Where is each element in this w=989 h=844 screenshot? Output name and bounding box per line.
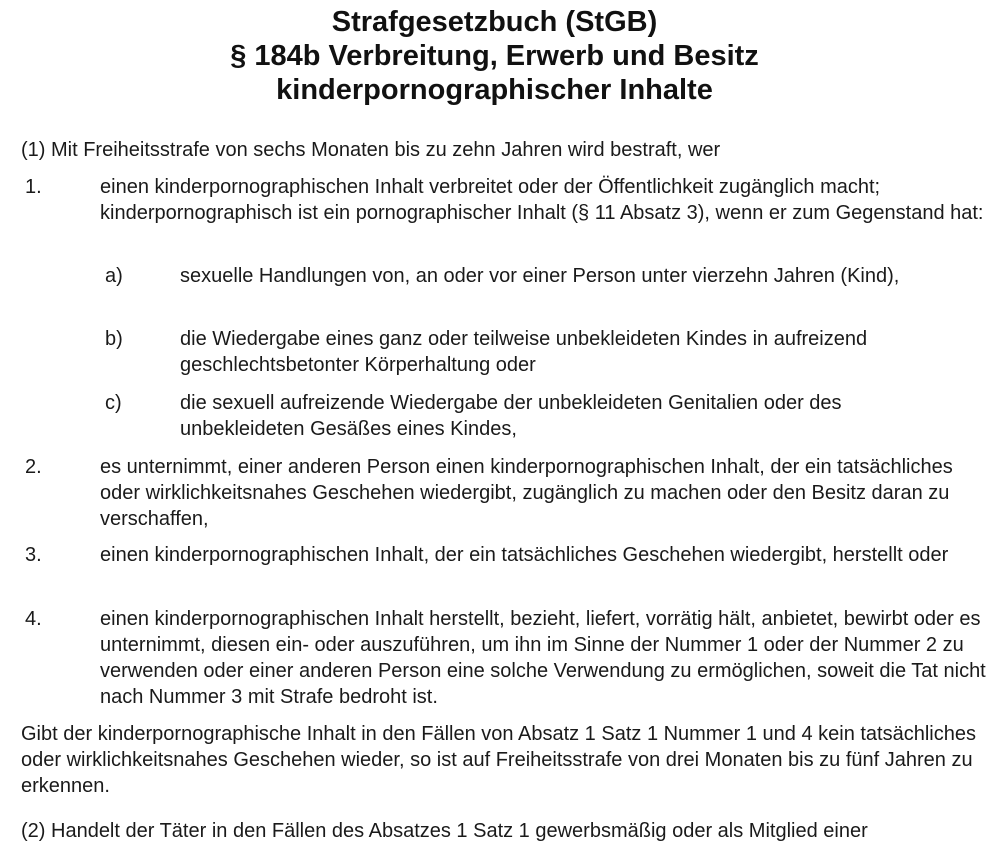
title-line-3: kinderpornographischer Inhalte — [276, 74, 713, 106]
sub-item-text: die sexuell aufreizende Wiedergabe der unbekleideten Genitalien oder des unbekleideten Gesäßes eines Kindes, — [180, 392, 842, 440]
sub-item-label: c) — [105, 392, 122, 414]
paragraph-1-intro: (1) Mit Freiheitsstrafe von sechs Monaten bis zu zehn Jahren wird bestraft, wer — [21, 139, 721, 161]
sub-item-label: a) — [105, 265, 123, 287]
sub-item-text: sexuelle Handlungen von, an oder vor einer Person unter vierzehn Jahren (Kind), — [180, 265, 900, 287]
list-item-text: einen kinderpornographischen Inhalt herstellt, bezieht, liefert, vorrätig hält, anbietet, bewirbt oder es unternimmt, diesen ein- oder auszuführen, um ihn im Sinne der Nummer 1 oder der Nummer 2 zu verwenden oder einer anderen Person eine solche Verwendung zu ermöglichen, soweit die Tat nicht nach Nummer 3 mit Strafe bedroht ist. — [100, 608, 986, 708]
list-item-text: einen kinderpornographischen Inhalt, der ein tatsächliches Geschehen wiedergibt, herstellt oder — [100, 544, 949, 566]
list-item-text: einen kinderpornographischen Inhalt verbreitet oder der Öffentlichkeit zugänglich macht; kinderpornographisch ist ein pornographischer Inhalt (§ 11 Absatz 3), wenn er zum Gegenstand hat: — [100, 176, 984, 224]
page-title — [0, 0, 989, 107]
sub-item-label: b) — [105, 328, 123, 350]
title-line-1: Strafgesetzbuch (StGB) — [331, 6, 658, 38]
list-item-number: 3. — [25, 544, 42, 566]
list-item-number: 1. — [25, 176, 42, 198]
list-item-number: 4. — [25, 608, 42, 630]
list-item-text: es unternimmt, einer anderen Person einen kinderpornographischen Inhalt, der ein tatsächliches oder wirklichkeitsnahes Geschehen wiedergibt, zugänglich zu machen oder den Besitz daran zu verschaffen, — [100, 456, 953, 530]
list-item-number: 2. — [25, 456, 42, 478]
paragraph-2-start: (2) Handelt der Täter in den Fällen des Absatzes 1 Satz 1 gewerbsmäßig oder als Mitglied einer — [21, 820, 868, 842]
sub-item-text: die Wiedergabe eines ganz oder teilweise unbekleideten Kindes in aufreizend geschlechtsbetonter Körperhaltung oder — [180, 328, 868, 376]
paragraph-1-closing: Gibt der kinderpornographische Inhalt in den Fällen von Absatz 1 Satz 1 Nummer 1 und 4 kein tatsächliches oder wirklichkeitsnahes Geschehen wieder, so ist auf Freiheitsstrafe von drei Monaten bis zu fünf Jahren zu erkennen. — [21, 723, 976, 797]
title-line-2: § 184b Verbreitung, Erwerb und Besitz — [230, 40, 759, 72]
